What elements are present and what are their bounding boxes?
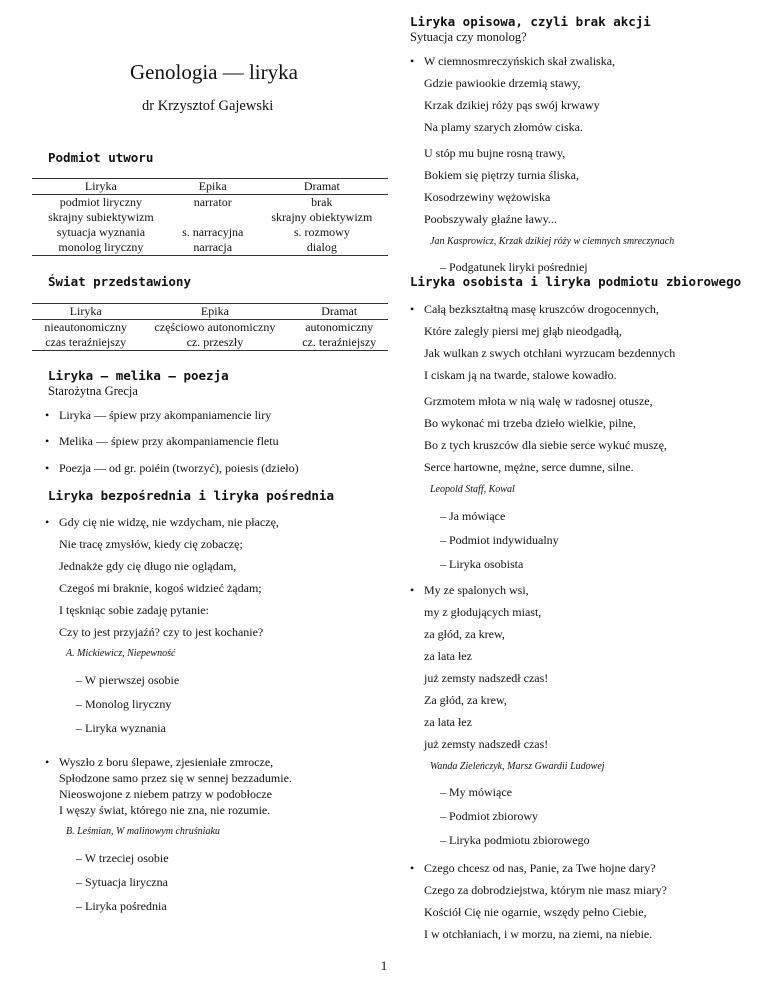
poem-line: Za głód, za krew, <box>424 693 507 707</box>
poem-line: Gdzie pawiookie drzemią stawy, <box>424 76 581 90</box>
note-text: W trzeciej osobie <box>84 851 169 865</box>
table-cell: brak <box>311 195 333 209</box>
poem-line: I ciskam ją na twarde, stalowe kowadło. <box>424 368 617 382</box>
table-cell: skrajny obiektywizm <box>271 210 373 224</box>
note-text: Ja mówiące <box>449 509 506 523</box>
poem-line: Krzak dzikiej róży pąs swój krwawy <box>424 98 600 112</box>
poem-line: za lata łez <box>424 649 472 663</box>
table-cell: sytuacja wyznania <box>56 225 146 239</box>
table-row <box>32 195 388 211</box>
poem-line: I w otchłaniach, i w morzu, na ziemi, na niebie. <box>424 927 653 941</box>
poem-line: Bo wykonać mi trzeba dzieło wielkie, pilne, <box>424 416 636 430</box>
poem-citation: B. Leśmian, W malinowym chruśniaku <box>66 826 220 837</box>
poem-line: Jednakże gdy cię długo nie oglądam, <box>59 559 237 573</box>
poem-line: Czegoś mi braknie, kogoś widzieć żądam; <box>59 581 262 595</box>
poem-citation: Jan Kasprowicz, Krzak dzikiej róży w ciemnych smreczynach <box>430 236 675 247</box>
table-row <box>32 210 388 225</box>
poem-line: U stóp mu bujne rosną trawy, <box>424 146 566 160</box>
poem-line: Bokiem się piętrzy turnia śliska, <box>424 168 579 182</box>
note-text: Monolog liryczny <box>85 697 172 711</box>
poem-citation: Wanda Zieleńczyk, Marsz Gwardii Ludowej <box>430 761 605 772</box>
note-text: My mówiące <box>449 785 512 799</box>
section-subheading-opisowa: Sytuacja czy monolog? <box>410 30 527 44</box>
table-cell <box>170 210 256 225</box>
section-heading-opisowa: Liryka opisowa, czyli brak akcji <box>410 14 651 29</box>
list-item: • Poezja — od gr. poiéin (tworzyć), poiesis (dzieło) <box>59 461 299 476</box>
table-cell: s. rozmowy <box>293 225 350 239</box>
section-heading-swiat: Świat przedstawiony <box>48 274 191 289</box>
dash-item: – Podmiot zbiorowy <box>440 809 538 823</box>
note-text: Liryka osobista <box>449 557 524 571</box>
poem-line: Grzmotem młota w nią walę w radosnej otusze, <box>424 394 653 408</box>
note-text: Liryka wyznania <box>85 721 166 735</box>
section-heading-bezposrednia: Liryka bezpośrednia i liryka pośrednia <box>48 488 334 503</box>
table-row <box>32 240 388 256</box>
note-text: Podgatunek liryki pośredniej <box>449 260 588 274</box>
dash-item: – Podmiot indywidualny <box>440 533 559 547</box>
dash-item: – Liryka wyznania <box>76 721 166 735</box>
section-heading-osobista: Liryka osobista i liryka podmiotu zbiorowego <box>410 274 742 289</box>
table-header: Dramat <box>256 179 388 195</box>
poem-line: już zemsty nadszedł czas! <box>424 671 549 685</box>
podmiot-table <box>32 178 388 256</box>
page-number: 1 <box>380 958 388 973</box>
dash-item: – Liryka podmiotu zbiorowego <box>440 833 590 847</box>
table-cell: narracja <box>193 240 233 254</box>
note-text: Sytuacja liryczna <box>85 875 168 889</box>
dash-item: – Podgatunek liryki pośredniej <box>440 260 588 274</box>
poem-line: Jak wulkan z swych otchłani wyrzucam bezdennych <box>424 346 676 360</box>
section-subheading-melika: Starożytna Grecja <box>48 384 138 398</box>
dash-item: – W trzeciej osobie <box>76 851 169 865</box>
note-text: Liryka podmiotu zbiorowego <box>449 833 590 847</box>
poem-line: • Wyszło z boru ślepawe, zjesieniałe zmrocze, <box>59 755 273 770</box>
poem-citation: A. Mickiewicz, Niepewność <box>66 648 176 659</box>
poem-line: za lata łez <box>424 715 472 729</box>
author: dr Krzysztof Gajewski <box>142 98 274 114</box>
table-cell: nieautonomiczny <box>44 320 128 334</box>
table-cell: dialog <box>306 240 337 254</box>
list-item: • Liryka — śpiew przy akompaniamencie liry <box>59 408 271 423</box>
table-row <box>32 335 388 351</box>
table-cell: autonomiczny <box>305 320 374 334</box>
poem-line: Kosodrzewiny wężowiska <box>424 190 551 204</box>
poem-line: Poobszywały głaźne ławy... <box>424 212 557 226</box>
table-cell: monolog liryczny <box>58 240 144 254</box>
poem-line: Na plamy szarych złomów ciska. <box>424 120 583 134</box>
section-heading-podmiot: Podmiot utworu <box>48 150 154 165</box>
note-text: Podmiot indywidualny <box>449 533 559 547</box>
table-cell: podmiot liryczny <box>59 195 143 209</box>
dash-item: – Monolog liryczny <box>76 697 172 711</box>
poem-line: • W ciemnosmreczyńskich skał zwaliska, <box>424 54 615 69</box>
poem-line: • My ze spalonych wsi, <box>424 583 529 598</box>
dash-item: – Liryka pośrednia <box>76 899 167 913</box>
poem-citation: Leopold Staff, Kowal <box>430 484 515 495</box>
table-header: Epika <box>139 304 290 320</box>
table-header: Liryka <box>32 179 170 195</box>
dash-item: – Liryka osobista <box>440 557 524 571</box>
table-header: Epika <box>170 179 256 195</box>
note-text: Podmiot zbiorowy <box>449 809 538 823</box>
dash-item: – Sytuacja liryczna <box>76 875 168 889</box>
poem-line: Spłodzone samo przez się w sennej bezzadumie. <box>59 771 292 785</box>
poem-line: Czego za dobrodziejstwa, którym nie masz miary? <box>424 883 667 897</box>
poem-line: już zemsty nadszedł czas! <box>424 737 549 751</box>
table-cell: narrator <box>193 195 232 209</box>
table-cell: cz. przeszły <box>186 335 244 349</box>
poem-line: Czy to jest przyjaźń? czy to jest kochanie? <box>59 625 264 639</box>
poem-line: Które zaległy piersi mej głąb nieodgadłą, <box>424 324 622 338</box>
list-item: • Melika — śpiew przy akompaniamencie fletu <box>59 434 279 449</box>
dash-item: – W pierwszej osobie <box>76 673 180 687</box>
poem-line: • Czego chcesz od nas, Panie, za Twe hojne dary? <box>424 861 656 876</box>
table-row <box>32 225 388 240</box>
table-cell: skrajny subiektywizm <box>48 210 154 224</box>
poem-line: my z głodujących miast, <box>424 605 542 619</box>
table-row <box>32 320 388 336</box>
poem-line: • Gdy cię nie widzę, nie wzdycham, nie płaczę, <box>59 515 279 530</box>
poem-line: Serce hartowne, mężne, serce dumne, silne. <box>424 460 634 474</box>
table-cell: cz. teraźniejszy <box>302 335 377 349</box>
table-header: Liryka <box>32 304 139 320</box>
table-header: Dramat <box>290 304 388 320</box>
poem-line: • Całą bezkształtną masę kruszców drogocennych, <box>424 302 659 317</box>
dash-item: – My mówiące <box>440 785 512 799</box>
note-text: W pierwszej osobie <box>84 673 180 687</box>
poem-line: za głód, za krew, <box>424 627 505 641</box>
table-cell: częściowo autonomiczny <box>154 320 276 334</box>
poem-line: Nieoswojone z niebem patrzy w podobłocze <box>59 787 272 801</box>
poem-line: I węszy świat, którego nie zna, nie rozumie. <box>59 803 271 817</box>
table-cell: s. narracyjna <box>182 225 244 239</box>
poem-line: Nie tracę zmysłów, kiedy cię zobaczę; <box>59 537 243 551</box>
poem-line: Bo z tych kruszców dla siebie serce wykuć muszę, <box>424 438 667 452</box>
table-cell: czas teraźniejszy <box>45 335 127 349</box>
swiat-table <box>32 303 388 351</box>
dash-item: – Ja mówiące <box>440 509 506 523</box>
poem-line: Kościół Cię nie ogarnie, wszędy pełno Ciebie, <box>424 905 647 919</box>
note-text: Liryka pośrednia <box>85 899 167 913</box>
page-title: Genologia — liryka <box>130 60 298 84</box>
section-heading-melika: Liryka — melika — poezja <box>48 368 229 383</box>
poem-line: I tęskniąc sobie zadaję pytanie: <box>59 603 209 617</box>
